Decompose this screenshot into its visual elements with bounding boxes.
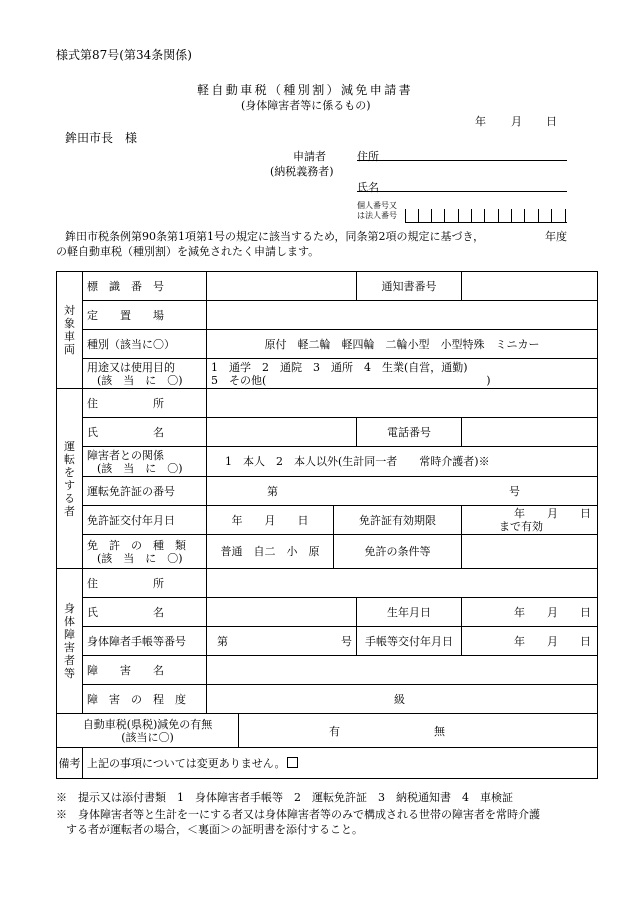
- expiry-date: 年 月 日: [514, 507, 591, 520]
- row-issue-expiry: [57, 506, 598, 535]
- degree-label: 障 害 の 程 度: [83, 685, 207, 714]
- phone-label: 電話番号: [357, 418, 462, 447]
- remarks-text: 上記の事項については変更ありません。: [87, 756, 286, 770]
- row-exemption: [57, 714, 598, 748]
- relation-options[interactable]: 1 本人 2 本人以外(生計同一者 常時介護者)※: [207, 447, 598, 477]
- kind-options[interactable]: 普通 自二 小 原: [207, 535, 334, 569]
- mynumber-boxes[interactable]: [405, 198, 567, 223]
- row-location: [57, 301, 598, 330]
- row-degree: [57, 685, 598, 714]
- plate-label: 標 識 番 号: [83, 272, 207, 301]
- addressee: 鉾田市長 様: [65, 131, 138, 145]
- type-label: 種別（該当に〇）: [83, 330, 207, 359]
- relation-label-line1: 障害者との関係: [87, 448, 164, 462]
- plate-field[interactable]: [207, 272, 357, 301]
- birth-label: 生年月日: [357, 598, 462, 627]
- kind-label-line1: 免 許 の 種 類: [87, 538, 186, 552]
- relation-label: [83, 447, 207, 477]
- conditions-field[interactable]: [462, 535, 598, 569]
- driver-address-field[interactable]: [207, 389, 598, 418]
- date-year-label: 年: [475, 115, 486, 128]
- use-label-line1: 用途又は使用目的: [87, 360, 175, 374]
- degree-unit: 級: [394, 693, 405, 706]
- use-options-line1: 1 通学 2 通院 3 通所 4 生業(自営，通勤): [211, 360, 468, 374]
- row-handbook: [57, 627, 598, 656]
- exemption-label-line2: (該当に〇): [121, 730, 174, 744]
- notice-field[interactable]: [462, 272, 598, 301]
- handbook-go: 号: [341, 635, 352, 648]
- applicant-name-line[interactable]: [357, 191, 567, 192]
- row-plate: [57, 272, 598, 301]
- disabled-address-label: 住 所: [83, 569, 207, 598]
- driver-name-field[interactable]: [207, 418, 357, 447]
- notice-label: 通知書番号: [357, 272, 462, 301]
- use-label: [83, 359, 207, 389]
- form-subtitle: (身体障害者等に係るもの): [241, 99, 371, 112]
- issue-label: 免許証交付年月日: [83, 506, 207, 535]
- exemption-yes[interactable]: 有: [329, 725, 340, 738]
- use-label-line2: (該 当 に 〇): [97, 373, 183, 387]
- handbook-dai: 第: [217, 635, 228, 648]
- row-disability: [57, 656, 598, 685]
- form-number: 様式第87号(第34条関係): [56, 48, 192, 62]
- row-driver-address: [57, 389, 598, 418]
- row-type: [57, 330, 598, 359]
- disabled-name-field[interactable]: [207, 598, 357, 627]
- expiry-until: まで有効: [499, 520, 543, 533]
- note-2-line2: する者が運転者の場合，＜裏面＞の証明書を添付すること。: [66, 823, 363, 836]
- handbook-label: 身体障者手帳等番号: [83, 627, 207, 656]
- kind-label: [83, 535, 207, 569]
- applicant-address-label: 住所: [357, 150, 379, 163]
- row-driver-name: [57, 418, 598, 447]
- remarks-checkbox[interactable]: [287, 757, 298, 768]
- mynumber-label-line2: は法人番号: [357, 211, 397, 220]
- relation-label-line2: (該 当 に 〇): [97, 461, 183, 475]
- intro-line1: 鉾田市税条例第90条第1項第1号の規定に該当するため，同条第2項の規定に基づき，: [65, 230, 485, 243]
- license-no-go: 号: [509, 485, 520, 498]
- expiry-label: 免許証有効期限: [334, 506, 462, 535]
- intro-year-label: 年度: [545, 230, 567, 243]
- expiry-field[interactable]: [462, 506, 598, 535]
- application-table: [56, 271, 598, 779]
- applicant-address-line[interactable]: [357, 160, 567, 161]
- disabled-name-label: 氏 名: [83, 598, 207, 627]
- location-field[interactable]: [207, 301, 598, 330]
- note-1: ※ 提示又は添付書類 1 身体障害者手帳等 2 運転免許証 3 納税通知書 4 車検証: [56, 791, 513, 804]
- row-disabled-name: [57, 598, 598, 627]
- use-options[interactable]: [207, 359, 598, 389]
- form-title: 軽自動車税（種別割）減免申請書: [197, 83, 414, 97]
- note-2-line1: ※ 身体障害者等と生計を一にする者又は身体障害者等のみで構成される世帯の障害者を常時介護: [56, 808, 540, 821]
- date-day-label: 日: [546, 115, 557, 128]
- phone-field[interactable]: [462, 418, 598, 447]
- kind-label-line2: (該 当 に 〇): [97, 551, 183, 565]
- vehicle-section-label: 対 象 車 両: [57, 272, 83, 389]
- disability-field[interactable]: [207, 656, 598, 685]
- license-no-dai: 第: [267, 485, 278, 498]
- applicant-label: 申請者: [293, 150, 326, 163]
- mynumber-label-line1: 個人番号又: [357, 201, 397, 210]
- intro-line2: の軽自動車税（種別割）を減免されたく申請します。: [56, 245, 320, 258]
- use-options-line2: 5 その他( ): [211, 373, 491, 387]
- disability-label: 障 害 名: [83, 656, 207, 685]
- applicant-name-label: 氏名: [357, 181, 379, 194]
- row-remarks: [57, 748, 598, 779]
- date-month-label: 月: [511, 115, 522, 128]
- exemption-options[interactable]: [239, 714, 598, 748]
- remarks-field: [83, 748, 598, 779]
- disabled-section-label: 身 体 障 害 者 等: [57, 569, 83, 714]
- license-no-label: 運転免許証の番号: [83, 477, 207, 506]
- disabled-address-field[interactable]: [207, 569, 598, 598]
- row-disabled-address: [57, 569, 598, 598]
- row-relation: [57, 447, 598, 477]
- row-license-kind: [57, 535, 598, 569]
- handbook-date-label: 手帳等交付年月日: [357, 627, 462, 656]
- driver-address-label: 住 所: [83, 389, 207, 418]
- handbook-date-field[interactable]: 年 月 日: [462, 627, 598, 656]
- conditions-label: 免許の条件等: [334, 535, 462, 569]
- remarks-label: 備考: [57, 748, 83, 779]
- driver-name-label: 氏 名: [83, 418, 207, 447]
- mynumber-label: [357, 201, 397, 221]
- applicant-sublabel: (納税義務者): [270, 165, 334, 178]
- degree-field[interactable]: [207, 685, 598, 714]
- exemption-label: [57, 714, 239, 748]
- exemption-label-line1: 自動車税(県税)減免の有無: [82, 717, 213, 731]
- type-options[interactable]: 原付 軽二輪 軽四輪 二輪小型 小型特殊 ミニカー: [207, 330, 598, 359]
- location-label: 定 置 場: [83, 301, 207, 330]
- row-license-no: [57, 477, 598, 506]
- issue-field[interactable]: 年 月 日: [207, 506, 334, 535]
- driver-section-label: 運 転 を す る 者: [57, 389, 83, 569]
- license-no-field[interactable]: [207, 477, 598, 506]
- exemption-no[interactable]: 無: [434, 725, 445, 738]
- handbook-field[interactable]: [207, 627, 357, 656]
- row-use: [57, 359, 598, 389]
- birth-field[interactable]: 年 月 日: [462, 598, 598, 627]
